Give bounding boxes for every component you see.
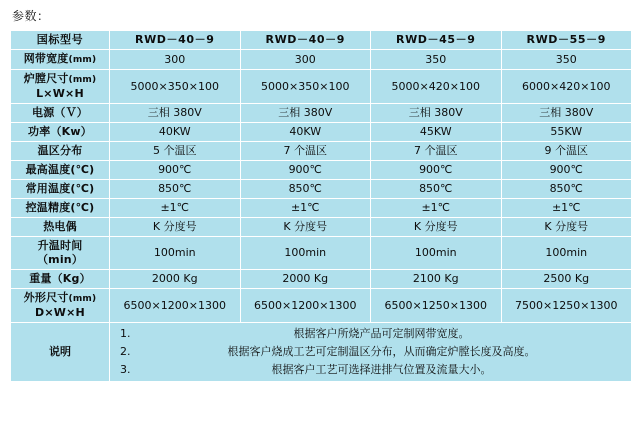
cell-value: ±1℃ xyxy=(501,199,632,218)
cell-value: 7 个温区 xyxy=(240,142,371,161)
cell-value: 900℃ xyxy=(240,161,371,180)
cell-value: 45KW xyxy=(371,123,502,142)
cell-value: 2100 Kg xyxy=(371,270,502,289)
table-note-row xyxy=(11,323,632,382)
row-label-thermocouple: 热电偶 xyxy=(11,218,110,237)
table-row xyxy=(11,70,632,104)
cell-value: 9 个温区 xyxy=(501,142,632,161)
row-label-overall-size xyxy=(11,289,110,323)
cell-value: 300 xyxy=(110,50,241,70)
table-row xyxy=(11,50,632,70)
cell-value: 850℃ xyxy=(371,180,502,199)
specification-table xyxy=(10,30,632,382)
cell-value: 900℃ xyxy=(110,161,241,180)
cell-value: 5 个温区 xyxy=(110,142,241,161)
note-item: 3. 根据客户工艺可选择进排气位置及流量大小。 xyxy=(134,361,629,379)
cell-value: 850℃ xyxy=(501,180,632,199)
cell-value: ±1℃ xyxy=(371,199,502,218)
cell-value: 6000×420×100 xyxy=(501,70,632,104)
cell-value: 7500×1250×1300 xyxy=(501,289,632,323)
row-label-sub: （min） xyxy=(36,253,84,266)
page-caption: 参数： xyxy=(12,9,50,23)
cell-value: 三相 380V xyxy=(501,104,632,123)
cell-value: 100min xyxy=(110,237,241,270)
table-row xyxy=(11,123,632,142)
row-label-weight: 重量（Kg） xyxy=(11,270,110,289)
row-label-heating-time xyxy=(11,237,110,270)
cell-value: 350 xyxy=(371,50,502,70)
cell-value: 5000×350×100 xyxy=(240,70,371,104)
note-list xyxy=(112,325,629,379)
cell-value: 5000×350×100 xyxy=(110,70,241,104)
row-label-power-supply: 电源（Ｖ） xyxy=(11,104,110,123)
cell-value: 三相 380V xyxy=(110,104,241,123)
note-item: 2. 根据客户烧成工艺可定制温区分布，从而确定炉膛长度及高度。 xyxy=(134,343,629,361)
header-model-3: RWD－45－9 xyxy=(371,31,502,50)
cell-value: 350 xyxy=(501,50,632,70)
row-label-text: 外形尺寸 xyxy=(23,291,69,304)
cell-value: 三相 380V xyxy=(371,104,502,123)
row-label-text: 网带宽度 xyxy=(23,52,69,65)
cell-value: K 分度号 xyxy=(110,218,241,237)
cell-value: 6500×1200×1300 xyxy=(110,289,241,323)
row-label-unit: (mm) xyxy=(68,75,97,85)
cell-value: 40KW xyxy=(240,123,371,142)
row-label-power: 功率（Kw） xyxy=(11,123,110,142)
cell-value: 100min xyxy=(240,237,371,270)
cell-value: 5000×420×100 xyxy=(371,70,502,104)
cell-value: 850℃ xyxy=(110,180,241,199)
row-label-max-temp: 最高温度(℃) xyxy=(11,161,110,180)
cell-value: 850℃ xyxy=(240,180,371,199)
cell-value: K 分度号 xyxy=(371,218,502,237)
cell-value: 2500 Kg xyxy=(501,270,632,289)
cell-value: 100min xyxy=(371,237,502,270)
row-label-belt-width xyxy=(11,50,110,70)
table-row xyxy=(11,161,632,180)
row-label-text: 炉膛尺寸 xyxy=(23,72,69,85)
table-row xyxy=(11,237,632,270)
header-model-4: RWD－55－9 xyxy=(501,31,632,50)
cell-value: 300 xyxy=(240,50,371,70)
row-label-unit: (mm) xyxy=(68,55,97,65)
cell-value: 40KW xyxy=(110,123,241,142)
cell-value: K 分度号 xyxy=(501,218,632,237)
table-row xyxy=(11,289,632,323)
note-item: 1. 根据客户所烧产品可定制网带宽度。 xyxy=(134,325,629,343)
cell-value: ±1℃ xyxy=(240,199,371,218)
row-label-chamber-size xyxy=(11,70,110,104)
row-label-unit: (mm) xyxy=(68,294,97,304)
table-row xyxy=(11,218,632,237)
cell-value: 6500×1250×1300 xyxy=(371,289,502,323)
cell-value: 2000 Kg xyxy=(110,270,241,289)
cell-value: K 分度号 xyxy=(240,218,371,237)
header-label-cell: 国标型号 xyxy=(11,31,110,50)
cell-value: 100min xyxy=(501,237,632,270)
table-row xyxy=(11,180,632,199)
row-label-sub: L×W×H xyxy=(36,87,84,100)
row-label-sub: D×W×H xyxy=(35,306,85,319)
cell-value: 900℃ xyxy=(371,161,502,180)
cell-value: 7 个温区 xyxy=(371,142,502,161)
table-row xyxy=(11,142,632,161)
cell-value: 55KW xyxy=(501,123,632,142)
table-row xyxy=(11,270,632,289)
row-label-text: 升温时间 xyxy=(37,239,83,252)
cell-value: ±1℃ xyxy=(110,199,241,218)
table-header-row xyxy=(11,31,632,50)
table-row xyxy=(11,104,632,123)
note-label: 说明 xyxy=(11,323,110,382)
header-model-1: RWD－40－9 xyxy=(110,31,241,50)
cell-value: 900℃ xyxy=(501,161,632,180)
cell-value: 2000 Kg xyxy=(240,270,371,289)
row-label-temp-accuracy: 控温精度(℃) xyxy=(11,199,110,218)
cell-value: 三相 380V xyxy=(240,104,371,123)
header-model-2: RWD－40－9 xyxy=(240,31,371,50)
cell-value: 6500×1200×1300 xyxy=(240,289,371,323)
row-label-normal-temp: 常用温度(℃) xyxy=(11,180,110,199)
note-body xyxy=(110,323,632,382)
row-label-zones: 温区分布 xyxy=(11,142,110,161)
table-row xyxy=(11,199,632,218)
